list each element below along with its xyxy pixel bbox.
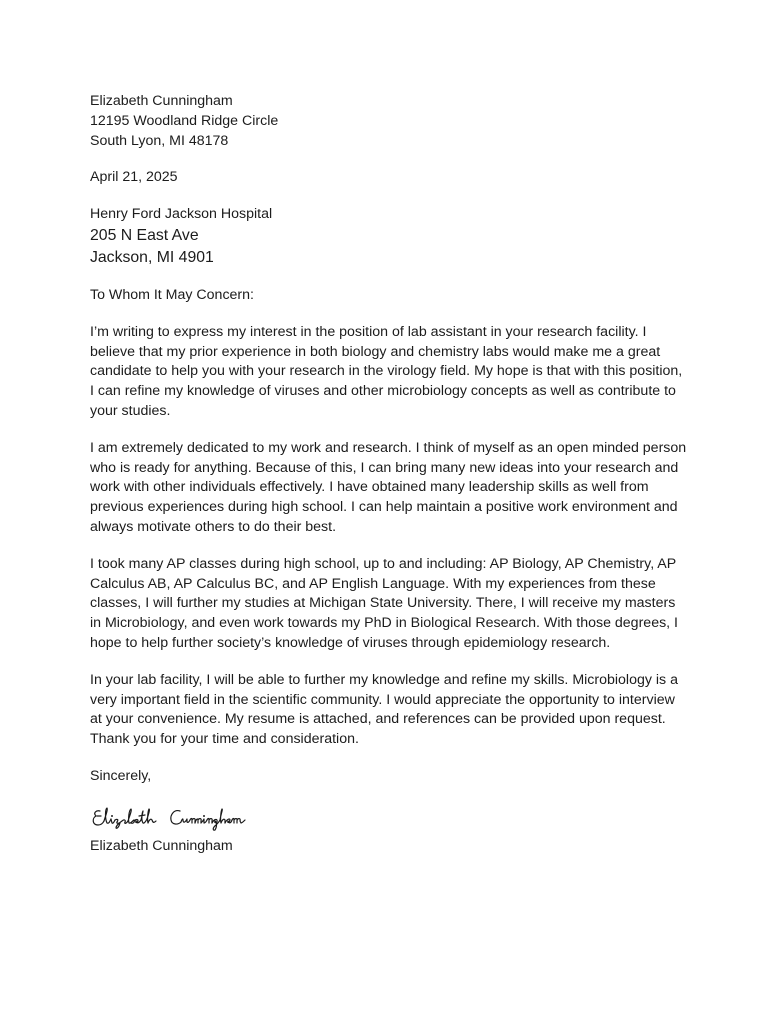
recipient-organization: Henry Ford Jackson Hospital — [90, 206, 273, 223]
sender-city: South Lyon, MI 48178 — [90, 132, 229, 149]
recipient-city: Jackson, MI 4901 — [90, 248, 214, 266]
body-paragraph-3: I took many AP classes during high school, up to and including: AP Biology, AP Chemistry, AP Calculus AB, AP Calculus BC, and AP English Language. With my experiences from these classes, I will further my studies at Michigan State University. There, I will receive my masters in Microbiology, and even work towards my PhD in Biological Research. With those degrees, I hope to help further society’s knowledge of viruses through epidemiology research. — [90, 555, 678, 651]
letter-date — [90, 168, 690, 188]
printed-name-text: Elizabeth Cunningham — [90, 837, 233, 854]
recipient-street: 205 N East Ave — [90, 226, 199, 244]
printed-name — [90, 837, 690, 857]
body-paragraph-1: I’m writing to express my interest in the position of lab assistant in your research facility. I believe that my prior experience in both biology and chemistry labs would make me a great candidate to help you with your research in the virology field. My hope is that with this position, I can refine my knowledge of viruses and other microbiology concepts as well as contribute to your studies. — [90, 323, 683, 419]
signature-image — [90, 801, 290, 835]
closing-text: Sincerely, — [90, 767, 152, 784]
cover-letter — [90, 92, 690, 857]
date-text: April 21, 2025 — [90, 169, 178, 186]
recipient-address — [90, 205, 690, 269]
sender-address — [90, 92, 690, 151]
salutation-text: To Whom It May Concern: — [90, 286, 254, 303]
body-paragraph-2: I am extremely dedicated to my work and research. I think of myself as an open minded person who is ready for anything. Because of this, I can bring many new ideas into your research and work with other individuals effectively. I have obtained many leadership skills as well from previous experiences during high school. I can help maintain a positive work environment and always motivate others to do their best. — [90, 439, 687, 535]
closing — [90, 767, 690, 787]
sender-name: Elizabeth Cunningham — [90, 93, 233, 109]
sender-street: 12195 Woodland Ridge Circle — [90, 112, 279, 129]
body-paragraph-4: In your lab facility, I will be able to further my knowledge and refine my skills. Microbiology is a very important field in the scientific community. I would appreciate the opportunity to interview at your convenience. My resume is attached, and references can be provided upon request. Thank you for your time and consideration. — [90, 671, 678, 748]
handwritten-signature — [90, 801, 690, 835]
salutation — [90, 286, 690, 306]
